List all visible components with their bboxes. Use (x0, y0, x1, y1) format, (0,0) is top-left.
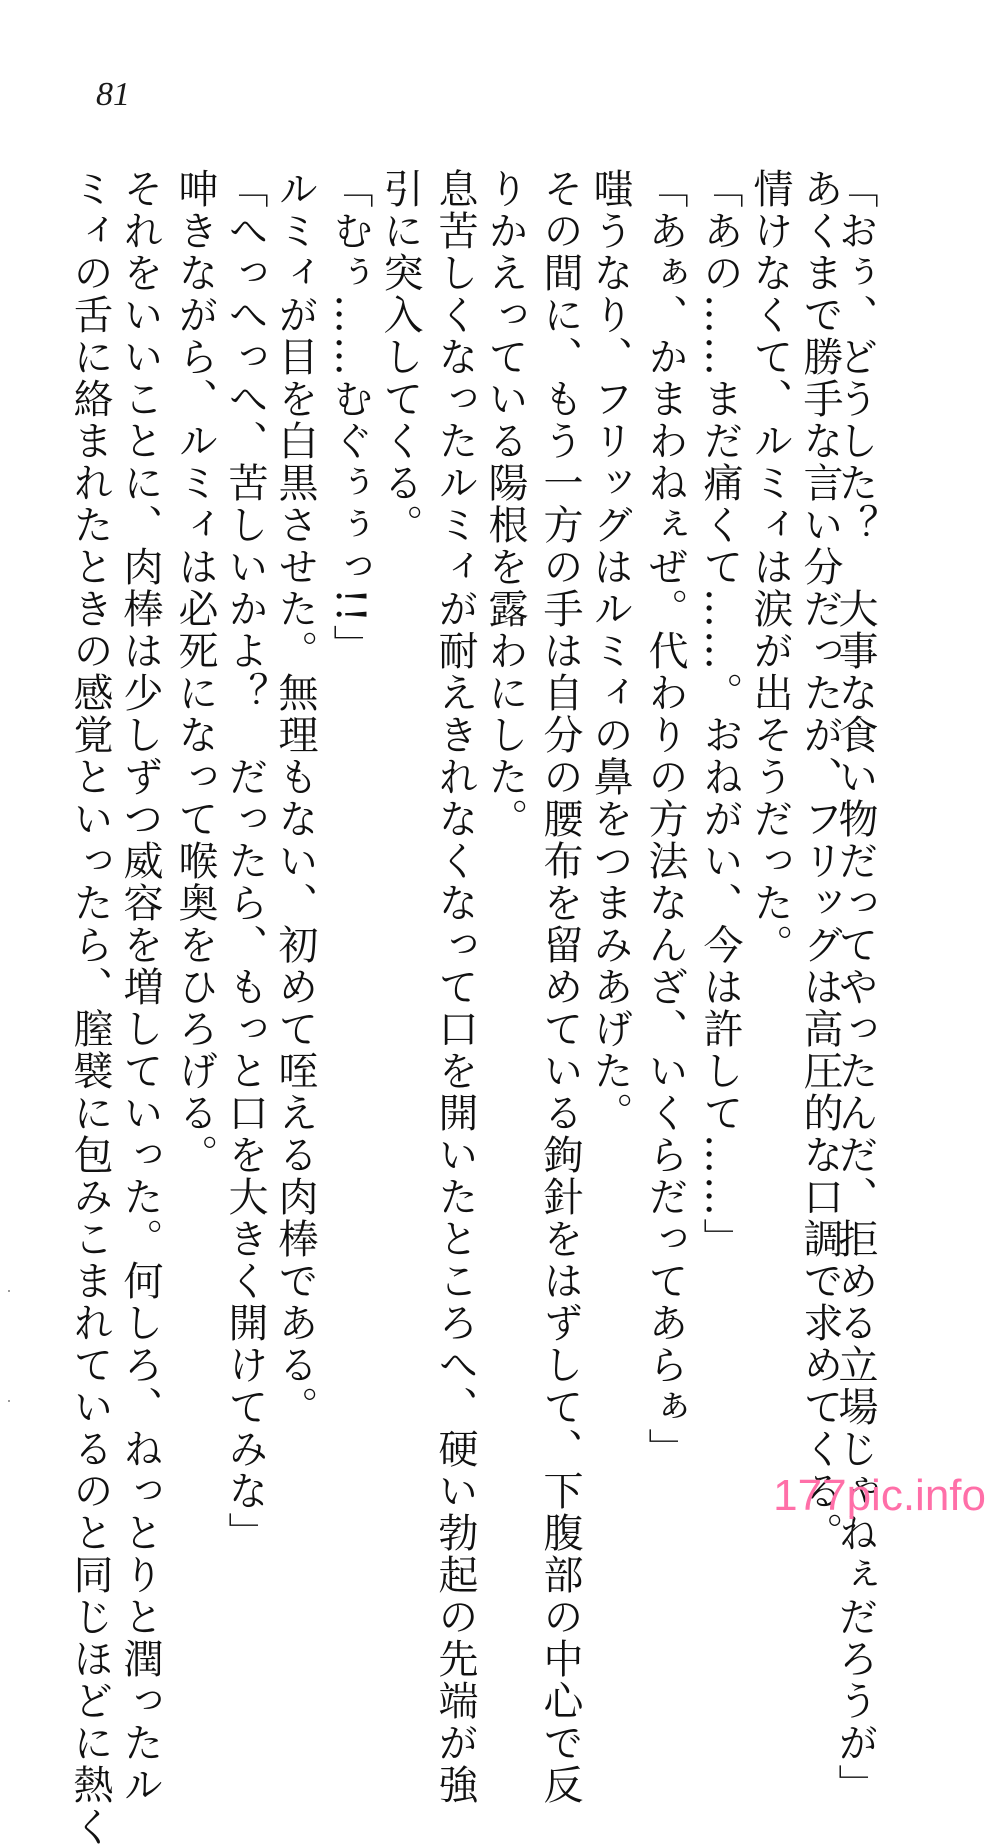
text-line: 嗤うなり、フリッグはルミィの鼻をつまみあげた。 (587, 168, 633, 1134)
watermark-text: 177pic.info (773, 1471, 986, 1520)
text-line: ミィの舌に絡まれたときの感覚といったら、膣襞に包みこまれているのと同じほどに熱く (67, 168, 113, 1848)
text-line: 「あぁ、かまわねぇぜ。代わりの方法なんざ、いくらだってあらぁ」 (642, 168, 688, 1470)
text-line: りかえっている陽根を露わにした。 (482, 168, 528, 840)
text-line: 情けなくて、ルミィは涙が出そうだった。 (747, 168, 793, 966)
text-line: それをいいことに、肉棒は少しずつ威容を増していった。何しろ、ねっとりと潤ったル (117, 168, 163, 1806)
text-line: 「へっへっへ、苦しいかよ？ だったら、もっと口を大きく開けてみな」 (222, 168, 268, 1554)
text-line: あくまで勝手な言い分だったが、フリッグは高圧的な口調で求めてくる。 (797, 168, 843, 1554)
text-line: 「おぅ、どうした？ 大事な食い物だってやったんだ、拒める立場じゃねぇだろうが」 (832, 168, 878, 1806)
page-number: 81 (96, 76, 130, 113)
text-line: 息苦しくなったルミィが耐えきれなくなって口を開いたところへ、硬い勃起の先端が強 (432, 168, 478, 1806)
text-line: その間に、もう一方の手は自分の腰布を留めている鉤針をはずして、下腹部の中心で反 (537, 168, 583, 1806)
text-line: 引に突入してくる。 (377, 168, 423, 546)
text-line: 「あの……まだ痛くて……。おねがい、今は許して……」 (697, 168, 743, 1260)
scan-speck (8, 1400, 10, 1402)
text-line: 呻きながら、ルミィは必死になって喉奥をひろげる。 (172, 168, 218, 1176)
scan-speck (8, 1290, 10, 1292)
text-line: ルミィが目を白黒させた。無理もない、初めて咥える肉棒である。 (272, 168, 318, 1428)
text-line: 「むぅ……むぐぅぅっ!!」 (327, 168, 373, 667)
